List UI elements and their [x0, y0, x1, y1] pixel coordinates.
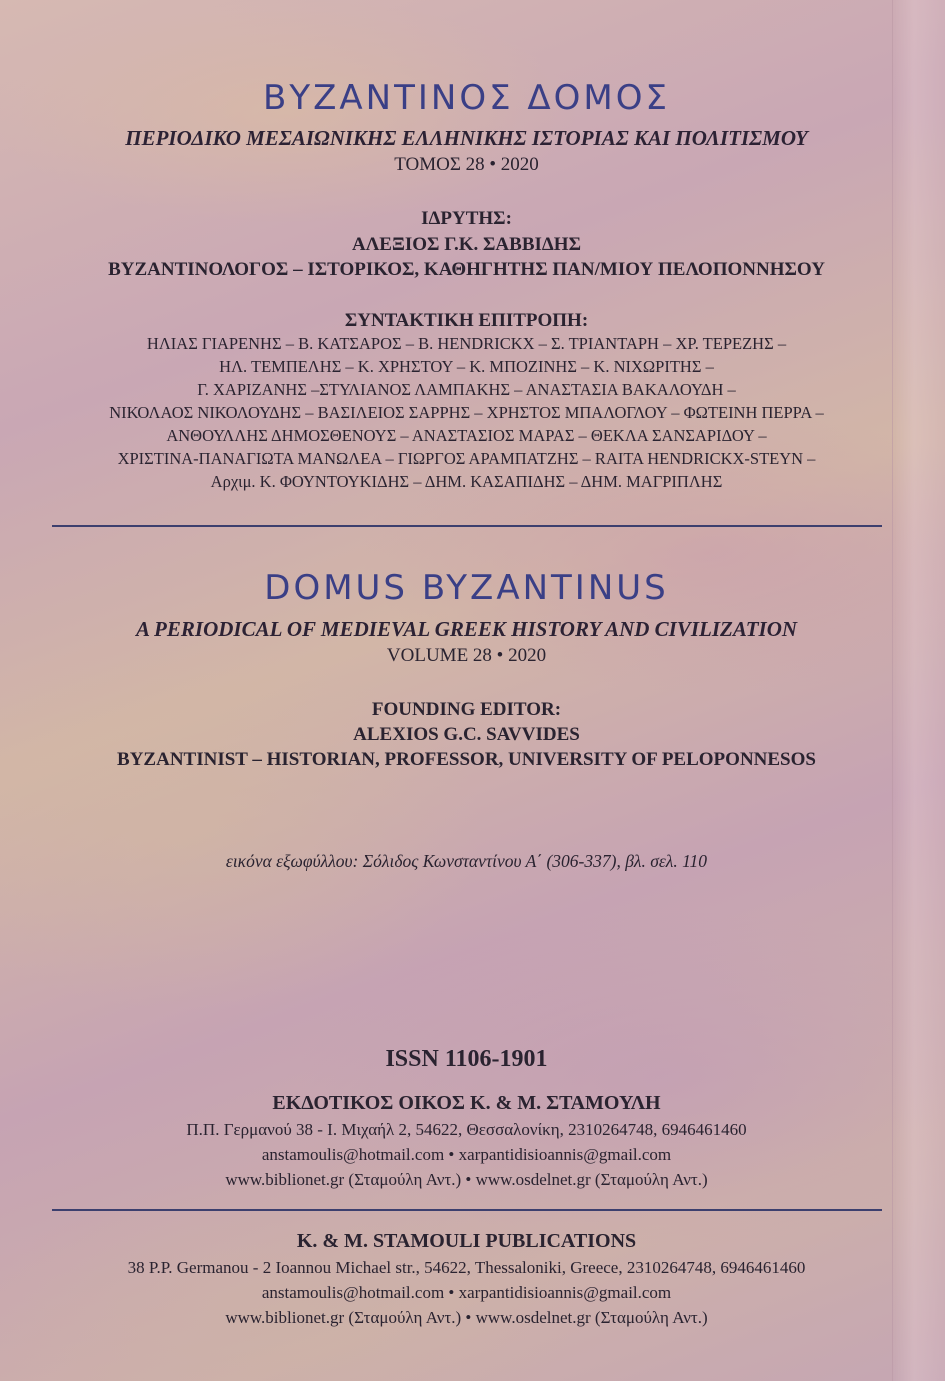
- committee-line: ΝΙΚΟΛΑΟΣ ΝΙΚΟΛΟΥΔΗΣ – ΒΑΣΙΛΕΙΟΣ ΣΑΡΡΗΣ – ΧΡΗΣΤΟΣ ΜΠΑΛΟΓΛΟΥ – ΦΩΤΕΙΝΗ ΠΕΡΡΑ –: [109, 403, 824, 422]
- english-founder-name: ALEXIOS G.C. SAVVIDES: [353, 724, 580, 745]
- english-founder-heading: FOUNDING EDITOR:: [371, 699, 562, 720]
- committee-line: ΗΛ. ΤΕΜΠΕΛΗΣ – Κ. ΧΡΗΣΤΟΥ – Κ. ΜΠΟΖΙΝΗΣ – Κ. ΝΙΧΩΡΙΤΗΣ –: [219, 357, 714, 376]
- cover-image-note: εικόνα εξωφύλλου: Σόλιδος Κωνσταντίνου Α΄ (306-337), βλ. σελ. 110: [225, 851, 708, 871]
- greek-committee-heading: ΣΥΝΤΑΚΤΙΚΗ ΕΠΙΤΡΟΠΗ:: [344, 310, 589, 331]
- committee-line: ΧΡΙΣΤΙΝΑ-ΠΑΝΑΓΙΩΤΑ ΜΑΝΩΛΕΑ – ΓΙΩΡΓΟΣ ΑΡΑΜΠΑΤΖΗΣ – RAITA HENDRICKX-STEYN –: [117, 449, 816, 468]
- greek-publisher-address: Π.Π. Γερμανού 38 - Ι. Μιχαήλ 2, 54622, Θεσσαλονίκη, 2310264748, 6946461460: [186, 1120, 747, 1139]
- section-divider: [52, 525, 882, 527]
- english-publisher-address: 38 P.P. Germanou - 2 Ioannou Michael str., 54622, Thessaloniki, Greece, 2310264748, 6946461460: [127, 1258, 806, 1277]
- greek-founder-heading: ΙΔΡΥΤΗΣ:: [421, 208, 512, 229]
- english-volume-line: VOLUME 28 • 2020: [386, 645, 547, 666]
- committee-line: ΑΝΘΟΥΛΛΗΣ ΔΗΜΟΣΘΕΝΟΥΣ – ΑΝΑΣΤΑΣΙΟΣ ΜΑΡΑΣ – ΘΕΚΛΑ ΣΑΝΣΑΡΙΔΟΥ –: [166, 426, 767, 445]
- greek-founder-role: ΒΥΖΑΝΤΙΝΟΛΟΓΟΣ – ΙΣΤΟΡΙΚΟΣ, ΚΑΘΗΓΗΤΗΣ ΠΑΝ/ΜΙΟΥ ΠΕΛΟΠΟΝΝΗΣΟΥ: [108, 259, 825, 280]
- english-founder-role: BYZANTINIST – HISTORIAN, PROFESSOR, UNIVERSITY OF PELOPONNESOS: [117, 749, 816, 770]
- committee-line: Γ. ΧΑΡΙΖΑΝΗΣ –ΣΤΥΛΙΑΝΟΣ ΛΑΜΠΑΚΗΣ – ΑΝΑΣΤΑΣΙΑ ΒΑΚΑΛΟΥΔΗ –: [197, 380, 736, 399]
- greek-journal-subtitle: ΠΕΡΙΟΔΙΚΟ ΜΕΣΑΙΩΝΙΚΗΣ ΕΛΛΗΝΙΚΗΣ ΙΣΤΟΡΙΑΣ ΚΑΙ ΠΟΛΙΤΙΣΜΟΥ: [125, 126, 808, 150]
- editorial-committee-list: [0, 332, 933, 493]
- greek-publisher-emails: anstamoulis@hotmail.com • xarpantidisioannis@gmail.com: [261, 1145, 672, 1164]
- greek-journal-title: ΒΥΖΑΝΤΙΝΟΣ ΔΟΜΟΣ: [263, 78, 670, 118]
- english-journal-title: DOMUS BYZANTINUS: [264, 568, 669, 608]
- publisher-divider: [52, 1209, 882, 1211]
- greek-founder-name: ΑΛΕΞΙΟΣ Γ.Κ. ΣΑΒΒΙΔΗΣ: [351, 234, 582, 255]
- english-publisher-web: www.biblionet.gr (Σταμούλη Αντ.) • www.osdelnet.gr (Σταμούλη Αντ.): [225, 1308, 708, 1327]
- english-journal-subtitle: A PERIODICAL OF MEDIEVAL GREEK HISTORY AND CIVILIZATION: [135, 617, 798, 641]
- greek-volume-line: ΤΟΜΟΣ 28 • 2020: [394, 154, 539, 175]
- greek-publisher-name: ΕΚΔΟΤΙΚΟΣ ΟΙΚΟΣ Κ. & Μ. ΣΤΑΜΟΥΛΗ: [272, 1092, 661, 1114]
- committee-line: ΗΛΙΑΣ ΓΙΑΡΕΝΗΣ – Β. ΚΑΤΣΑΡΟΣ – B. HENDRICKX – Σ. ΤΡΙΑΝΤΑΡΗ – ΧΡ. ΤΕΡΕΖΗΣ –: [146, 334, 787, 353]
- greek-publisher-web: www.biblionet.gr (Σταμούλη Αντ.) • www.osdelnet.gr (Σταμούλη Αντ.): [225, 1170, 708, 1189]
- issn-number: ISSN 1106-1901: [385, 1046, 548, 1072]
- english-publisher-emails: anstamoulis@hotmail.com • xarpantidisioannis@gmail.com: [261, 1283, 672, 1302]
- committee-line: Αρχιμ. Κ. ΦΟΥΝΤΟΥΚΙΔΗΣ – ΔΗΜ. ΚΑΣΑΠΙΔΗΣ – ΔΗΜ. ΜΑΓΡΙΠΛΗΣ: [210, 472, 723, 491]
- english-publisher-name: K. & M. STAMOULI PUBLICATIONS: [296, 1230, 637, 1252]
